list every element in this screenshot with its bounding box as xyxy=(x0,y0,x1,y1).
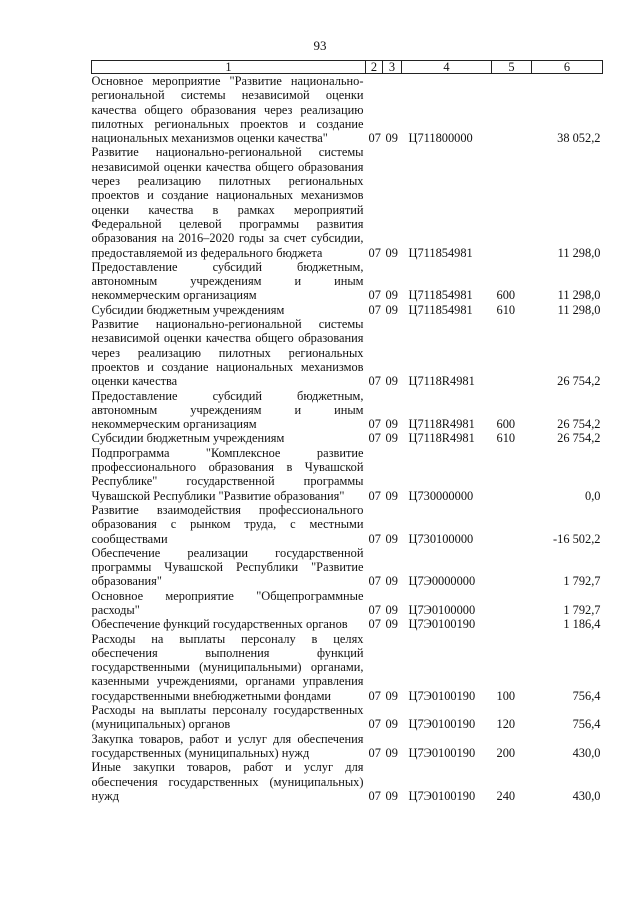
row-name: Развитие национально-региональной системы независимой оценки качества общего образования через реализацию пилотных региональных проектов и создание национальных механизмов оценки качества xyxy=(91,317,364,389)
row-section: 07 xyxy=(368,288,381,303)
row-target-article: Ц730100000 xyxy=(408,531,474,546)
row-expense-type xyxy=(492,617,532,631)
row-section: 07 xyxy=(368,717,381,732)
row-target-article: Ц7118R4981 xyxy=(408,417,475,432)
row-expense-type xyxy=(492,589,532,618)
row-amount: 11 298,0 xyxy=(557,245,601,260)
table-row xyxy=(92,760,603,803)
table-row xyxy=(92,617,603,631)
row-expense-type: 610 xyxy=(496,302,516,317)
row-target-article: Ц7Э0000000 xyxy=(408,574,476,589)
row-name: Подпрограмма "Комплексное развитие профессионального образования в Чувашской Республике" государственной программы Чувашской Республики "Развитие образования" xyxy=(91,445,364,503)
row-section: 07 xyxy=(368,488,381,503)
row-amount: 1 792,7 xyxy=(563,574,601,589)
row-amount: 26 754,2 xyxy=(557,374,601,389)
row-name: Расходы на выплаты персоналу в целях обеспечения выполнения функций государственными (муниципальными) органами, казенными учреждениями, органами управления государственными внебюджетными фондами xyxy=(91,631,364,703)
row-amount: 0,0 xyxy=(585,488,601,503)
row-expense-type: 120 xyxy=(496,717,516,732)
row-subsection: 09 xyxy=(385,531,398,546)
header-col-3: 3 xyxy=(383,61,402,74)
row-expense-type xyxy=(492,446,532,503)
table-row xyxy=(92,589,603,618)
row-section: 07 xyxy=(368,531,381,546)
row-amount: 26 754,2 xyxy=(557,417,601,432)
row-name: Закупка товаров, работ и услуг для обеспечения государственных (муниципальных) нужд xyxy=(91,731,364,760)
row-target-article: Ц711800000 xyxy=(408,131,473,146)
row-amount: 756,4 xyxy=(572,688,601,703)
row-target-article: Ц7118R4981 xyxy=(408,374,475,389)
row-subsection: 09 xyxy=(385,745,398,760)
row-target-article: Ц7Э0100190 xyxy=(408,745,476,760)
header-col-6: 6 xyxy=(532,61,603,74)
row-amount: 430,0 xyxy=(572,745,601,760)
row-amount: 1 792,7 xyxy=(563,602,601,617)
row-subsection: 09 xyxy=(385,602,398,617)
row-target-article: Ц711854981 xyxy=(408,288,473,303)
row-section: 07 xyxy=(368,417,381,432)
row-name: Развитие национально-региональной системы независимой оценки качества общего образования через реализацию пилотных региональных проектов и создание национальных механизмов оценки качества в рамках мероприятий Федеральной целевой программы развития образования на 2016–2020 годы за счет субсидии, предоставляемой из федерального бюджета xyxy=(91,145,364,260)
row-target-article: Ц7Э0100190 xyxy=(408,617,476,632)
budget-table xyxy=(91,60,603,803)
row-expense-type: 600 xyxy=(496,288,516,303)
row-name: Субсидии бюджетным учреждениям xyxy=(91,431,285,446)
row-subsection: 09 xyxy=(385,574,398,589)
row-expense-type xyxy=(492,145,532,259)
table-row xyxy=(92,632,603,703)
table-row xyxy=(92,389,603,432)
row-section: 07 xyxy=(368,131,381,146)
row-section: 07 xyxy=(368,302,381,317)
row-section: 07 xyxy=(368,574,381,589)
row-name: Основное мероприятие "Развитие национально-региональной системы независимой оценки качества общего образования через реализацию пилотных региональных проектов и создание национальных механизмов оценки качества" xyxy=(91,74,364,146)
row-subsection: 09 xyxy=(385,245,398,260)
row-amount: 26 754,2 xyxy=(557,431,601,446)
row-subsection: 09 xyxy=(385,488,398,503)
table-header xyxy=(92,61,603,74)
row-name: Предоставление субсидий бюджетным, автономным учреждениям и иным некоммерческим организациям xyxy=(91,259,364,303)
row-expense-type xyxy=(492,317,532,388)
row-target-article: Ц7Э0100190 xyxy=(408,688,476,703)
row-subsection: 09 xyxy=(385,788,398,803)
header-col-1: 1 xyxy=(92,61,366,74)
table-row xyxy=(92,260,603,303)
row-section: 07 xyxy=(368,745,381,760)
row-expense-type: 600 xyxy=(496,417,516,432)
row-name: Развитие взаимодействия профессионального образования с рынком труда, с местными сообществами xyxy=(91,502,364,546)
row-subsection: 09 xyxy=(385,431,398,446)
row-expense-type: 610 xyxy=(496,431,516,446)
row-amount: 11 298,0 xyxy=(557,302,601,317)
row-subsection: 09 xyxy=(385,417,398,432)
row-subsection: 09 xyxy=(385,302,398,317)
row-name: Основное мероприятие "Общепрограммные расходы" xyxy=(91,588,364,617)
row-name: Иные закупки товаров, работ и услуг для обеспечения государственных (муниципальных) нужд xyxy=(91,760,364,803)
table-row xyxy=(92,145,603,259)
row-section: 07 xyxy=(368,688,381,703)
header-col-2: 2 xyxy=(366,61,383,74)
row-target-article: Ц7Э0100190 xyxy=(408,788,476,803)
row-expense-type: 200 xyxy=(496,745,516,760)
header-row xyxy=(92,61,603,74)
row-amount: 11 298,0 xyxy=(557,288,601,303)
row-target-article: Ц7Э0100000 xyxy=(408,602,476,617)
table-row xyxy=(92,431,603,445)
row-expense-type: 100 xyxy=(496,688,516,703)
row-amount: 756,4 xyxy=(572,717,601,732)
row-section: 07 xyxy=(368,431,381,446)
table-body xyxy=(92,74,603,804)
row-name: Обеспечение реализации государственной программы Чувашской Республики "Развитие образования" xyxy=(91,545,364,589)
row-section: 07 xyxy=(368,617,381,632)
table-row xyxy=(92,317,603,388)
row-section: 07 xyxy=(368,788,381,803)
table-row xyxy=(92,546,603,589)
row-target-article: Ц7118R4981 xyxy=(408,431,475,446)
row-target-article: Ц730000000 xyxy=(408,488,474,503)
row-expense-type xyxy=(492,74,532,146)
row-subsection: 09 xyxy=(385,374,398,389)
row-amount: -16 502,2 xyxy=(553,531,601,546)
row-expense-type xyxy=(492,503,532,546)
row-target-article: Ц711854981 xyxy=(408,302,473,317)
row-amount: 430,0 xyxy=(572,788,601,803)
header-col-5: 5 xyxy=(492,61,532,74)
row-target-article: Ц7Э0100190 xyxy=(408,717,476,732)
row-name: Субсидии бюджетным учреждениям xyxy=(91,302,285,317)
row-subsection: 09 xyxy=(385,617,398,632)
row-expense-type xyxy=(492,546,532,589)
table-row xyxy=(92,732,603,761)
row-section: 07 xyxy=(368,374,381,389)
row-section: 07 xyxy=(368,245,381,260)
row-name: Расходы на выплаты персоналу государственных (муниципальных) органов xyxy=(91,703,364,732)
header-col-4: 4 xyxy=(402,61,492,74)
table-row xyxy=(92,74,603,146)
row-target-article: Ц711854981 xyxy=(408,245,473,260)
page-number: 93 xyxy=(313,38,327,53)
row-expense-type: 240 xyxy=(496,788,516,803)
row-subsection: 09 xyxy=(385,688,398,703)
row-subsection: 09 xyxy=(385,288,398,303)
table-row xyxy=(92,446,603,503)
row-amount: 38 052,2 xyxy=(557,131,601,146)
row-subsection: 09 xyxy=(385,131,398,146)
row-subsection: 09 xyxy=(385,717,398,732)
table-row xyxy=(92,703,603,732)
row-name: Предоставление субсидий бюджетным, автономным учреждениям и иным некоммерческим организациям xyxy=(91,388,364,432)
table-row xyxy=(92,303,603,317)
row-name: Обеспечение функций государственных органов xyxy=(91,617,348,632)
table-row xyxy=(92,503,603,546)
row-section: 07 xyxy=(368,602,381,617)
row-amount: 1 186,4 xyxy=(563,617,601,632)
